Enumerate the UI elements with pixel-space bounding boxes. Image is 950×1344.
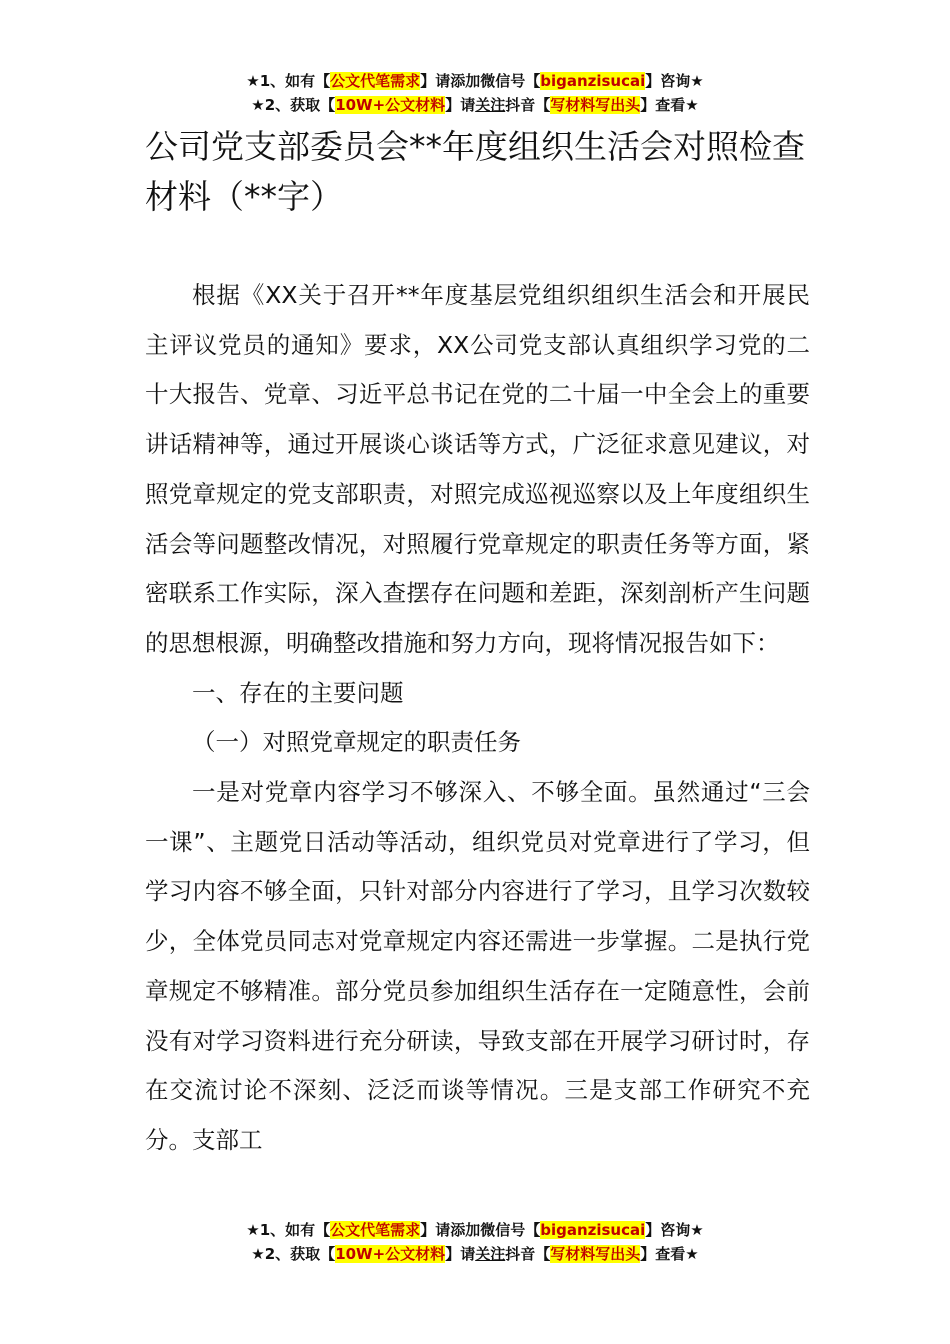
douyin-account-highlight: 写材料写出头 xyxy=(550,96,641,114)
wechat-id-highlight: biganzisucai xyxy=(540,1221,646,1239)
bottom-banner xyxy=(0,1218,950,1266)
banner-line-1 xyxy=(0,1218,950,1242)
intro-paragraph: 根据《XX关于召开**年度基层党组织组织生活会和开展民主评议党员的通知》要求，XX公司党支部认真组织学习党的二十大报告、党章、习近平总书记在党的二十届一中全会上的重要讲话精神等，通过开展谈心谈话等方式，广泛征求意见建议，对照党章规定的党支部职责，对照完成巡视巡察以及上年度组织生活会等问题整改情况，对照履行党章规定的职责任务等方面，紧密联系工作实际，深入查摆存在问题和差距，深刻剖析产生问题的思想根源，明确整改措施和努力方向，现将情况报告如下： xyxy=(145,281,810,657)
banner-text: 】请 xyxy=(445,96,476,114)
document-title: 公司党支部委员会**年度组织生活会对照检查材料（**字） xyxy=(145,127,805,216)
banner-line-1 xyxy=(0,69,950,93)
banner-text: ★2、获取【 xyxy=(251,1245,336,1263)
subsection-heading: （一）对照党章规定的职责任务 xyxy=(192,728,521,757)
banner-underlined-text: 关注 xyxy=(475,96,506,114)
banner-text: 抖音【 xyxy=(505,1245,551,1263)
douyin-account-highlight: 写材料写出头 xyxy=(550,1245,641,1263)
banner-highlight: 10W+公文材料 xyxy=(335,1245,446,1263)
banner-text: 】请添加微信号【 xyxy=(420,72,541,90)
banner-text: 】查看★ xyxy=(640,1245,699,1263)
section-heading: 一、存在的主要问题 xyxy=(192,678,404,707)
body-paragraph: 一是对党章内容学习不够深入、不够全面。虽然通过“三会一课”、主题党日活动等活动，组织党员对党章进行了学习，但学习内容不够全面，只针对部分内容进行了学习，且学习次数较少，全体党员同志对党章规定内容还需进一步掌握。二是执行党章规定不够精准。部分党员参加组织生活存在一定随意性，会前没有对学习资料进行充分研读，导致支部在开展学习研讨时，存在交流讨论不深刻、泛泛而谈等情况。三是支部工作研究不充分。支部工 xyxy=(145,778,810,1154)
banner-highlight: 公文代笔需求 xyxy=(330,1221,421,1239)
banner-text: ★1、如有【 xyxy=(246,1221,331,1239)
banner-text: 】咨询★ xyxy=(645,72,704,90)
banner-text: ★1、如有【 xyxy=(246,72,331,90)
banner-line-2 xyxy=(0,93,950,117)
document-body xyxy=(145,271,810,1166)
top-banner xyxy=(0,69,950,117)
banner-text: ★2、获取【 xyxy=(251,96,336,114)
banner-text: 】查看★ xyxy=(640,96,699,114)
banner-text: 】请添加微信号【 xyxy=(420,1221,541,1239)
banner-text: 抖音【 xyxy=(505,96,551,114)
banner-line-2 xyxy=(0,1242,950,1266)
banner-highlight: 公文代笔需求 xyxy=(330,72,421,90)
banner-text: 】请 xyxy=(445,1245,476,1263)
banner-highlight: 10W+公文材料 xyxy=(335,96,446,114)
banner-text: 】咨询★ xyxy=(645,1221,704,1239)
banner-underlined-text: 关注 xyxy=(475,1245,506,1263)
wechat-id-highlight: biganzisucai xyxy=(540,72,646,90)
